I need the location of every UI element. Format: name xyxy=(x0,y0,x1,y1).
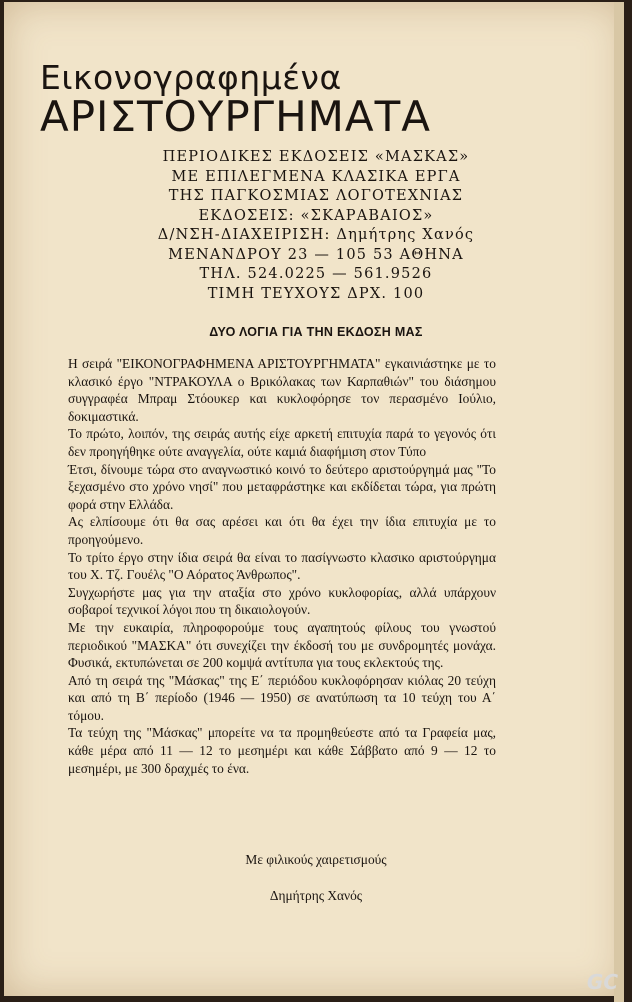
publisher-line: ΜΕΝΑΝΔΡΟΥ 23 — 105 53 ΑΘΗΝΑ xyxy=(0,246,632,266)
article-paragraph: Το τρίτο έργο στην ίδια σειρά θα είναι το πασίγνωστο κλασικο αριστούργημα του Χ. Τζ. Γουέλς "Ο Αόρατος Άνθρωπος". xyxy=(68,549,496,584)
publisher-line: ΠΕΡΙΟΔΙΚΕΣ ΕΚΔΟΣΕΙΣ «ΜΑΣΚΑΣ» xyxy=(0,148,632,168)
article-paragraph: Τα τεύχη της "Μάσκας" μπορείτε να τα προμηθεύεστε από τα Γραφεία μας, κάθε μέρα από 11 — 12 το μεσημέρι και κάθε Σάββατο από 9 — 12 το μεσημέρι, με 300 δραχμές το ένα. xyxy=(68,724,496,777)
article-paragraph: Έτσι, δίνουμε τώρα στο αναγνωστικό κοινό το δεύτερο αριστούργημά μας "Το ξεχασμένο στο χρόνο νησί" που μεταφράστηκε και εκδίδεται τώρα, για πρώτη φορά στην Ελλάδα. xyxy=(68,461,496,514)
publication-title-script: Εικονογραφημένα xyxy=(40,58,342,97)
publisher-line: ΤΙΜΗ ΤΕΥΧΟΥΣ ΔΡΧ. 100 xyxy=(0,285,632,305)
publisher-line: ΤΗΛ. 524.0225 — 561.9526 xyxy=(0,265,632,285)
publisher-line: Δ/ΝΣΗ-ΔΙΑΧΕΙΡΙΣΗ: Δημήτρης Χανός xyxy=(0,226,632,246)
article-paragraph: Η σειρά "ΕΙΚΟΝΟΓΡΑΦΗΜΕΝΑ ΑΡΙΣΤΟΥΡΓΗΜΑΤΑ" εγκαινιάστηκε με το κλασικό έργο "ΝΤΡΑΚΟΥΛΑ ο Βρικόλακας των Καρπαθιών" του διάσημου συγγραφέα Μπραμ Στόουκερ και κυκλοφόρησε τον περασμένο Ιούλιο, δοκιμαστικά. xyxy=(68,355,496,425)
article-paragraph: Ας ελπίσουμε ότι θα σας αρέσει και ότι θα έχει την ίδια επιτυχία με το προηγούμενο. xyxy=(68,513,496,548)
closing-greeting: Με φιλικούς χαιρετισμούς xyxy=(0,852,632,868)
publisher-line: ΜΕ ΕΠΙΛΕΓΜΕΝΑ ΚΛΑΣΙΚΑ ΕΡΓΑ xyxy=(0,168,632,188)
watermark: GC xyxy=(587,970,618,994)
article-paragraph: Από τη σειρά της "Μάσκας" της Ε΄ περιόδου κυκλοφόρησαν κιόλας 20 τεύχη και από τη Β΄ περίοδο (1946 — 1950) σε ανατύπωση τα 10 τεύχη του Α΄ τόμου. xyxy=(68,672,496,725)
article-body xyxy=(68,355,496,777)
article-paragraph: Το πρώτο, λοιπόν, της σειράς αυτής είχε αρκετή επιτυχία παρά το γεγονός ότι δεν προηγήθηκε ούτε αναγγελία, ούτε καμιά διαφήμιση στον Τύπο xyxy=(68,425,496,460)
article-paragraph: Συγχωρήστε μας για την αταξία στο χρόνο κυκλοφορίας, αλλά υπάρχουν σοβαροί τεχνικοί λόγοι που τη δικαιολογούν. xyxy=(68,584,496,619)
publisher-line: ΤΗΣ ΠΑΓΚΟΣΜΙΑΣ ΛΟΓΟΤΕΧΝΙΑΣ xyxy=(0,187,632,207)
publisher-line: ΕΚΔΟΣΕΙΣ: «ΣΚΑΡΑΒΑΙΟΣ» xyxy=(0,207,632,227)
article-title: ΔΥΟ ΛΟΓΙΑ ΓΙΑ ΤΗΝ ΕΚΔΟΣΗ ΜΑΣ xyxy=(0,325,632,339)
article-paragraph: Με την ευκαιρία, πληροφορούμε τους αγαπητούς φίλους του γνωστού περιοδικού "ΜΑΣΚΑ" ότι συνεχίζει την έκδοσή του με συνδρομητές μονάχα. Φυσικά, εκτυπώνεται σε 200 κομψά αντίτυπα για τους εκλεκτούς της. xyxy=(68,619,496,672)
signature: Δημήτρης Χανός xyxy=(0,888,632,904)
publication-title-main: ΑΡΙΣΤΟΥΡΓΗΜΑΤΑ xyxy=(40,92,431,141)
publisher-info xyxy=(0,148,632,304)
